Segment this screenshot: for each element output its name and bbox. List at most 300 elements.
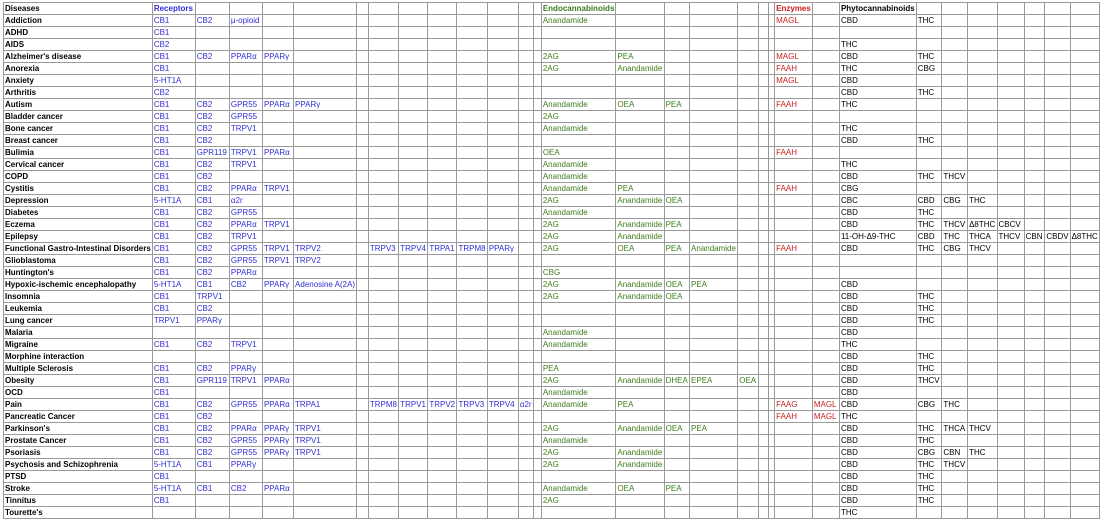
receptor-cell [195,39,229,51]
phytocannabinoid-cell: THC [916,495,942,507]
phytocannabinoid-cell [1070,339,1099,351]
receptor-cell: CB2 [195,207,229,219]
phytocannabinoid-cell [997,15,1024,27]
disease-name: Stroke [4,483,153,495]
header-empty [518,3,533,15]
receptor-cell [457,327,487,339]
phytocannabinoid-cell [1070,303,1099,315]
receptor-cell [399,219,428,231]
receptor-cell: CB2 [195,423,229,435]
endocannabinoid-cell [738,243,759,255]
phytocannabinoid-cell: THC [916,483,942,495]
disease-name: Alzheimer's disease [4,51,153,63]
phytocannabinoid-cell [1045,363,1070,375]
endocannabinoid-cell [690,135,738,147]
phytocannabinoid-cell [916,279,942,291]
receptor-cell [487,459,518,471]
phytocannabinoid-cell [1070,387,1099,399]
receptor-cell [357,51,369,63]
enzyme-cell: MAGL [812,411,839,423]
endocannabinoid-cell [758,435,768,447]
receptor-cell [457,387,487,399]
phytocannabinoid-cell: THC [916,87,942,99]
receptor-cell [195,327,229,339]
receptor-cell [357,111,369,123]
disease-name: COPD [4,171,153,183]
endocannabinoid-cell [616,507,664,519]
receptor-cell [487,39,518,51]
endocannabinoid-cell [616,135,664,147]
phytocannabinoid-cell [839,147,916,159]
endocannabinoid-cell [738,495,759,507]
receptor-cell [357,99,369,111]
endocannabinoid-cell [758,495,768,507]
endocannabinoid-cell [541,255,616,267]
endocannabinoid-cell [690,303,738,315]
receptor-cell: CB1 [152,27,195,39]
endocannabinoid-cell [664,183,689,195]
table-row [4,351,1100,363]
receptor-cell: PPARα [229,183,262,195]
receptor-cell: CB1 [152,123,195,135]
receptor-cell [533,63,541,75]
receptor-cell [518,267,533,279]
phytocannabinoid-cell [942,507,968,519]
receptor-cell [428,159,457,171]
endocannabinoid-cell: 2AG [541,375,616,387]
receptor-cell: GPR55 [229,447,262,459]
receptor-cell [457,87,487,99]
endocannabinoid-cell [758,123,768,135]
receptor-cell: CB2 [195,159,229,171]
receptor-cell [399,207,428,219]
receptor-cell [518,27,533,39]
phytocannabinoid-cell [997,327,1024,339]
phytocannabinoid-cell [1070,459,1099,471]
phytocannabinoid-cell: 11-OH-Δ9-THC [839,231,916,243]
receptor-cell [294,63,357,75]
receptor-cell [368,423,398,435]
phytocannabinoid-cell: THC [916,471,942,483]
receptor-cell [357,411,369,423]
receptor-cell: CB1 [152,291,195,303]
disease-name: Cervical cancer [4,159,153,171]
phytocannabinoid-cell: CBD [839,291,916,303]
phytocannabinoid-cell [1045,423,1070,435]
receptor-cell: TRPV1 [400,400,426,409]
phytocannabinoid-cell [1024,351,1045,363]
receptor-cell [518,375,533,387]
phytocannabinoid-cell [1024,471,1045,483]
receptor-cell [294,411,357,423]
endocannabinoid-cell [690,399,738,411]
receptor-cell [262,111,293,123]
receptor-cell [428,339,457,351]
receptor-cell: PPARα [262,375,293,387]
phytocannabinoid-cell [997,435,1024,447]
receptor-cell [262,195,293,207]
phytocannabinoid-cell [997,291,1024,303]
receptor-cell [399,495,428,507]
phytocannabinoid-cell [942,183,968,195]
receptor-cell: CB1 [152,171,195,183]
receptor-cell: CB2 [195,183,229,195]
receptor-cell [428,507,457,519]
endocannabinoid-cell [758,327,768,339]
endocannabinoid-cell [690,159,738,171]
receptor-cell: TRPV1 [229,147,262,159]
phytocannabinoid-cell [1024,195,1045,207]
receptor-cell [487,219,518,231]
receptor-cell [533,51,541,63]
endocannabinoid-cell [738,111,759,123]
receptor-cell: CB1 [152,303,195,315]
enzyme-cell [775,279,813,291]
receptor-cell: TRPA1 [294,399,357,411]
endocannabinoid-cell [758,339,768,351]
receptor-cell [533,123,541,135]
enzyme-cell [812,183,839,195]
receptor-cell [195,495,229,507]
receptor-cell [457,135,487,147]
receptor-cell [294,507,357,519]
endocannabinoid-cell [616,171,664,183]
phytocannabinoid-cell [968,435,997,447]
enzyme-cell [812,255,839,267]
disease-name: Huntington's [4,267,153,279]
endocannabinoid-cell [664,15,689,27]
endocannabinoid-cell [758,15,768,27]
phytocannabinoid-cell [1070,363,1099,375]
phytocannabinoid-cell [997,147,1024,159]
enzyme-cell [812,291,839,303]
phytocannabinoid-cell [997,411,1024,423]
receptor-cell [368,39,398,51]
phytocannabinoid-cell [997,183,1024,195]
phytocannabinoid-cell [1070,171,1099,183]
phytocannabinoid-cell [997,51,1024,63]
receptor-cell: CB1 [152,207,195,219]
receptor-cell [368,267,398,279]
table-row [4,39,1100,51]
phytocannabinoid-cell: CBD [916,195,942,207]
endocannabinoid-cell [664,339,689,351]
receptor-cell [518,39,533,51]
receptor-cell [518,243,533,255]
phytocannabinoid-cell [968,399,997,411]
receptor-cell [533,375,541,387]
receptor-cell [487,423,518,435]
receptor-cell: CB2 [195,231,229,243]
receptor-cell [368,411,398,423]
phytocannabinoid-cell [968,99,997,111]
receptor-cell: 5-HT1A [152,75,195,87]
receptor-cell [487,135,518,147]
endocannabinoid-cell [690,483,738,495]
phytocannabinoid-cell: CBD [839,327,916,339]
endocannabinoid-cell: DHEA [665,376,688,385]
endocannabinoid-cell [664,459,689,471]
disease-name: AIDS [4,39,153,51]
receptor-cell [262,387,293,399]
receptor-cell [229,411,262,423]
endocannabinoid-cell [690,255,738,267]
endocannabinoid-cell [738,447,759,459]
receptor-cell: CB2 [195,339,229,351]
phytocannabinoid-cell [1070,279,1099,291]
phytocannabinoid-cell [1045,471,1070,483]
receptor-cell: TRPV1 [152,315,195,327]
phytocannabinoid-cell [968,75,997,87]
receptor-cell [262,231,293,243]
endocannabinoid-cell [758,207,768,219]
phytocannabinoid-cell [1024,447,1045,459]
phytocannabinoid-cell [1045,219,1070,231]
receptor-cell: CB1 [152,63,195,75]
phytocannabinoid-cell: CBC [839,195,916,207]
receptor-cell [368,447,398,459]
receptor-cell [487,87,518,99]
enzyme-cell: FAAH [775,99,813,111]
receptor-cell: PPARα [262,399,293,411]
receptor-cell [368,99,398,111]
endocannabinoid-cell [758,423,768,435]
receptor-cell [368,111,398,123]
endocannabinoid-cell [690,171,738,183]
disease-name: Psychosis and Schizophrenia [4,459,153,471]
endocannabinoid-cell [664,27,689,39]
header-empty [457,3,487,15]
enzyme-cell [812,207,839,219]
receptor-cell [357,243,369,255]
header-empty [997,3,1024,15]
receptor-cell [399,339,428,351]
phytocannabinoid-cell [1024,507,1045,519]
phytocannabinoid-cell [968,27,997,39]
endocannabinoid-cell: PEA [616,51,664,63]
phytocannabinoid-cell [1070,135,1099,147]
phytocannabinoid-cell [1024,207,1045,219]
enzyme-cell: FAAH [775,183,813,195]
receptor-cell [457,507,487,519]
endocannabinoid-cell [738,15,759,27]
phytocannabinoid-cell [1045,399,1070,411]
phytocannabinoid-cell [1024,375,1045,387]
endocannabinoid-cell: Anandamide [541,183,616,195]
receptor-cell [533,255,541,267]
endocannabinoid-cell: OEA [664,291,689,303]
enzyme-cell [775,351,813,363]
receptor-cell [487,171,518,183]
receptor-cell [262,507,293,519]
phytocannabinoid-cell: CBG [942,195,968,207]
disease-name: Parkinson's [4,423,153,435]
phytocannabinoid-cell [997,459,1024,471]
endocannabinoid-cell [616,495,664,507]
receptor-cell [487,495,518,507]
phytocannabinoid-cell [1024,411,1045,423]
receptor-cell [487,27,518,39]
receptor-cell: Adenosine A(2A) [295,280,356,289]
phytocannabinoid-cell [1024,363,1045,375]
enzyme-cell [775,291,813,303]
phytocannabinoid-cell [1070,27,1099,39]
endocannabinoid-cell [738,51,759,63]
receptor-cell: CB1 [152,435,195,447]
endocannabinoid-cell: Anandamide [541,435,616,447]
receptor-cell [487,375,518,387]
receptor-cell [457,219,487,231]
receptor-cell [457,351,487,363]
receptor-cell: PPARα [229,267,262,279]
receptor-cell: GPR119 [195,375,229,387]
phytocannabinoid-cell [968,339,997,351]
receptor-cell [533,351,541,363]
endocannabinoid-cell: OEA [664,279,689,291]
phytocannabinoid-cell: THC [916,171,942,183]
phytocannabinoid-cell [1024,495,1045,507]
phytocannabinoid-cell [1045,183,1070,195]
phytocannabinoid-cell [997,195,1024,207]
phytocannabinoid-cell [1045,459,1070,471]
receptor-cell [487,483,518,495]
receptor-cell [518,231,533,243]
receptor-cell: PPARγ [294,99,357,111]
endocannabinoid-cell: Anandamide [691,244,736,253]
disease-name: Bone cancer [4,123,153,135]
receptor-cell [294,495,357,507]
phytocannabinoid-cell [1045,15,1070,27]
phytocannabinoid-cell [1070,147,1099,159]
phytocannabinoid-cell: THC [916,315,942,327]
endocannabinoid-cell [664,363,689,375]
phytocannabinoid-cell [942,303,968,315]
endocannabinoid-cell: OEA [664,195,689,207]
header-empty [368,3,398,15]
receptor-cell [533,87,541,99]
cannabinoid-disease-table [3,2,1100,519]
receptor-cell: 5-HT1A [152,459,195,471]
disease-name: Functional Gastro-Intestinal Disorders [5,244,151,253]
phytocannabinoid-cell [1045,39,1070,51]
table-row [4,231,1100,243]
receptor-cell: CB1 [152,99,195,111]
receptor-cell [294,291,357,303]
endocannabinoid-cell [758,267,768,279]
enzyme-cell [775,231,813,243]
phytocannabinoid-cell [942,411,968,423]
phytocannabinoid-cell [1045,315,1070,327]
header-empty [758,3,768,15]
table-row [4,51,1100,63]
receptor-cell: PPARγ [229,459,262,471]
disease-name: Hypoxic-ischemic encephalopathy [4,279,153,291]
receptor-cell: CB1 [152,159,195,171]
enzyme-cell [775,447,813,459]
receptor-cell [487,363,518,375]
phytocannabinoid-cell [997,315,1024,327]
endocannabinoid-cell: OEA [616,99,664,111]
phytocannabinoid-cell: THCV [968,243,997,255]
endocannabinoid-cell [664,87,689,99]
endocannabinoid-cell [541,39,616,51]
phytocannabinoid-cell [1070,123,1099,135]
receptor-cell [294,111,357,123]
receptor-cell [533,219,541,231]
disease-name: Psoriasis [4,447,153,459]
receptor-cell [457,63,487,75]
receptor-cell [368,351,398,363]
receptor-cell [518,459,533,471]
phytocannabinoid-cell [1024,183,1045,195]
receptor-cell [457,147,487,159]
enzyme-cell [775,327,813,339]
disease-name: Arthritis [4,87,153,99]
phytocannabinoid-cell: CBD [839,243,916,255]
enzyme-cell [812,171,839,183]
receptor-cell [399,387,428,399]
endocannabinoid-cell [690,339,738,351]
phytocannabinoid-cell [916,255,942,267]
endocannabinoid-cell [738,327,759,339]
receptor-cell: TRPV1 [229,231,262,243]
endocannabinoid-cell: PEA [690,279,738,291]
phytocannabinoid-cell [1024,27,1045,39]
disease-name: Pancreatic Cancer [4,411,153,423]
endocannabinoid-cell [541,303,616,315]
receptor-cell [368,159,398,171]
receptor-cell: CB2 [195,123,229,135]
phytocannabinoid-cell [942,75,968,87]
receptor-cell [229,171,262,183]
receptor-cell: CB1 [152,399,195,411]
endocannabinoid-cell [616,471,664,483]
receptor-cell: PPARγ [262,279,293,291]
enzyme-cell [812,231,839,243]
receptor-cell [229,39,262,51]
endocannabinoid-cell [690,351,738,363]
phytocannabinoid-cell [997,483,1024,495]
receptor-cell [368,183,398,195]
phytocannabinoid-cell [942,123,968,135]
receptor-cell [399,75,428,87]
receptor-cell [357,39,369,51]
enzyme-cell [812,159,839,171]
phytocannabinoid-cell: THC [916,363,942,375]
receptor-cell [357,459,369,471]
phytocannabinoid-cell [1070,183,1099,195]
receptor-cell [357,507,369,519]
phytocannabinoid-cell [1070,39,1099,51]
endocannabinoid-cell [758,459,768,471]
phytocannabinoid-cell [942,207,968,219]
receptor-cell [229,387,262,399]
receptor-cell [428,483,457,495]
phytocannabinoid-cell [1024,39,1045,51]
receptor-cell [428,195,457,207]
receptor-cell: CB2 [195,243,229,255]
endocannabinoid-cell [664,351,689,363]
receptor-cell [399,423,428,435]
enzyme-cell [812,87,839,99]
receptor-cell [487,291,518,303]
endocannabinoid-cell [758,375,768,387]
receptor-cell [262,135,293,147]
phytocannabinoid-cell [916,39,942,51]
receptor-cell [457,15,487,27]
phytocannabinoid-cell: CBN [1024,231,1045,243]
endocannabinoid-cell [738,207,759,219]
